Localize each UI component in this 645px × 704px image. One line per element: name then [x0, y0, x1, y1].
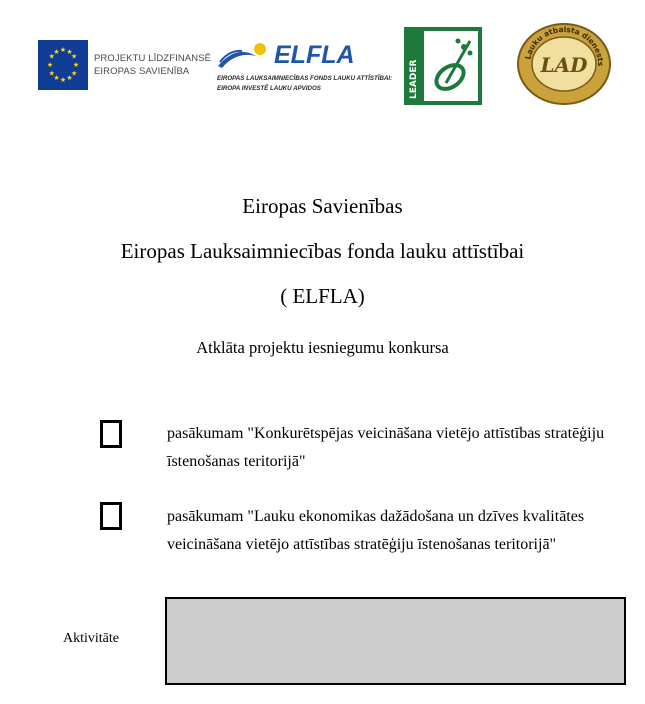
eu-caption-line1: PROJEKTU LĪDZFINANSĒ	[94, 53, 212, 64]
option-2-line1: pasākumam "Lauku ekonomikas dažādošana un dzīves kvalitātes	[167, 508, 585, 525]
lad-wordmark: LAD	[540, 53, 588, 77]
option-competitiveness-label	[167, 420, 627, 476]
svg-text:★: ★	[66, 47, 73, 56]
option-1-line1: pasākumam "Konkurētspējas veicināšana vietējo attīstības stratēģiju	[167, 425, 605, 442]
svg-text:★: ★	[72, 61, 80, 69]
activity-field[interactable]	[165, 597, 626, 685]
eu-flag-logo	[38, 40, 88, 90]
svg-text:★: ★	[48, 52, 55, 61]
elfla-caption-line2: EIROPA INVESTĒ LAUKU APVIDOS	[217, 85, 321, 92]
elfla-caption	[217, 74, 392, 94]
svg-text:★: ★	[71, 52, 78, 61]
lad-ring-text: Lauku atbalsta dienests	[523, 24, 606, 67]
eu-cofinance-caption	[94, 52, 211, 78]
svg-text:★: ★	[53, 74, 60, 83]
svg-text:★: ★	[71, 69, 78, 78]
checkbox-diversification[interactable]	[100, 502, 122, 530]
lad-seal-logo	[516, 22, 612, 106]
title-line-2: Eiropas Lauksaimniecības fonda lauku attīstībai	[120, 239, 525, 263]
svg-text:★: ★	[48, 69, 55, 78]
svg-text:★: ★	[59, 76, 67, 84]
option-1-line2: īstenošanas teritorijā"	[167, 453, 306, 470]
leader-wordmark: LEADER	[409, 59, 419, 99]
svg-text:★: ★	[59, 46, 67, 54]
subtitle: Atklāta projektu iesniegumu konkursa	[196, 338, 449, 357]
option-2-line2: veicināšana vietējo attīstības stratēģiju īstenošanas teritorijā"	[167, 536, 557, 553]
eu-stars-icon	[38, 40, 88, 90]
eu-caption-line2: EIROPAS SAVIENĪBA	[94, 66, 190, 77]
elfla-wordmark: ELFLA	[274, 41, 355, 69]
option-diversification-label	[167, 503, 627, 559]
title-line-3: ( ELFLA)	[280, 284, 365, 308]
leader-logo	[404, 27, 482, 105]
elfla-caption-line1: EIROPAS LAUKSAIMNIECĪBAS FONDS LAUKU ATTĪSTĪBAI:	[217, 75, 393, 82]
svg-text:★: ★	[46, 61, 54, 69]
checkbox-competitiveness[interactable]	[100, 420, 122, 448]
svg-text:★: ★	[53, 47, 60, 56]
activity-label: Aktivitāte	[63, 631, 119, 646]
elfla-swoosh-icon	[216, 40, 276, 70]
svg-text:★: ★	[66, 74, 73, 83]
title-line-1: Eiropas Savienības	[242, 194, 403, 218]
